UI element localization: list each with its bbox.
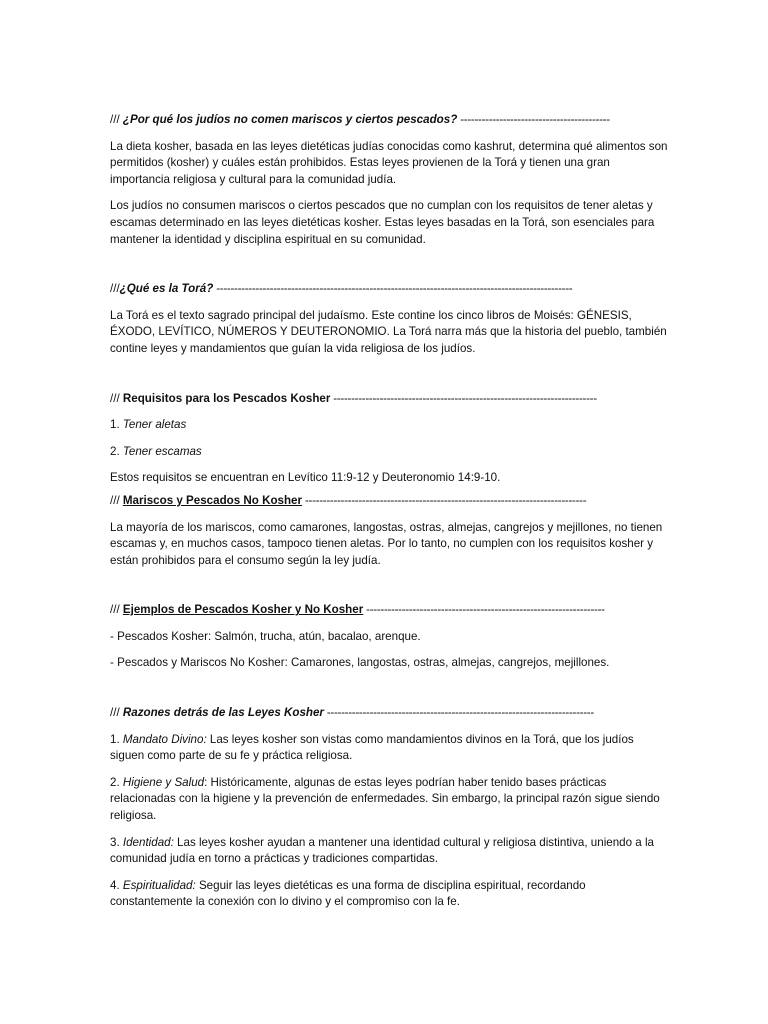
heading-dashes: ---------------------------------------------------------------------------: [323, 706, 594, 720]
paragraph: - Pescados y Mariscos No Kosher: Camarones, langostas, ostras, almejas, cangrejos, mejillones.: [110, 656, 610, 670]
heading-prefix: ///: [110, 391, 123, 405]
list-number: 3.: [110, 835, 123, 849]
heading-dashes: ------------------------------------------: [457, 113, 610, 126]
heading-prefix: ///: [110, 603, 123, 617]
list-item: [110, 417, 668, 434]
paragraph: La mayoría de los mariscos, como camarones, langostas, ostras, almejas, cangrejos y mejillones, no tienen escamas y, en muchos casos, tampoco tienen aletas. Por lo tanto, no cumplen con los requisitos kosher y están prohibidos para el consumo según la ley judía.: [110, 520, 663, 567]
list-term: Mandato Divino:: [122, 732, 207, 746]
heading-title: Mariscos y Pescados No Kosher: [122, 493, 303, 507]
list-number: 2.: [110, 775, 123, 789]
list-term: Tener aletas: [122, 418, 187, 432]
heading-prefix: ///: [110, 706, 123, 720]
heading-dashes: -------------------------------------------------------------------: [363, 603, 605, 617]
heading-title: ¿Qué es la Torá?: [119, 282, 214, 296]
list-item: [110, 775, 668, 825]
heading-title: ¿Por qué los judíos no comen mariscos y ciertos pescados?: [122, 113, 458, 126]
section-heading: [110, 112, 668, 129]
list-term: Higiene y Salud: [122, 775, 205, 789]
section-heading: [110, 281, 668, 298]
list-item: [110, 878, 668, 911]
list-term: Identidad:: [122, 835, 174, 849]
list-term: Espiritualidad:: [122, 878, 196, 892]
heading-prefix: ///: [110, 282, 120, 296]
section-examples: [110, 602, 668, 672]
heading-title: Ejemplos de Pescados Kosher y No Kosher: [122, 603, 364, 617]
list-number: 1.: [110, 418, 123, 432]
paragraph: La Torá es el texto sagrado principal del judaísmo. Este contine los cinco libros de Moisés: GÉNESIS, ÉXODO, LEVÍTICO, NÚMEROS Y DEUTERONOMIO. La Torá narra más que la historia del pueblo, también contine leyes y mandamientos que guían la vida religiosa de los judíos.: [110, 308, 667, 355]
list-number: 2.: [110, 444, 123, 458]
paragraph: - Pescados Kosher: Salmón, trucha, atún, bacalao, arenque.: [110, 629, 421, 643]
heading-title: Razones detrás de las Leyes Kosher: [122, 706, 324, 720]
heading-dashes: ----------------------------------------------------------------------------------------------------: [213, 282, 573, 296]
list-text: : Históricamente, algunas de estas leyes podrían haber tenido bases prácticas relacionadas con la higiene y la prevención de enfermedades. Sin embargo, la principal razón sigue siendo religiosa.: [110, 775, 660, 823]
section-heading: [110, 391, 668, 408]
list-item: [110, 444, 668, 461]
heading-prefix: ///: [110, 493, 123, 507]
list-number: 1.: [110, 732, 123, 746]
list-text: Las leyes kosher ayudan a mantener una identidad cultural y religiosa distintiva, uniendo a la comunidad judía en torno a prácticas y tradiciones compartidas.: [110, 835, 654, 866]
paragraph: La dieta kosher, basada en las leyes dietéticas judías conocidas como kashrut, determina qué alimentos son permitidos (kosher) y cuáles están prohibidos. Estas leyes provienen de la Torá y tienen una gran importancia religiosa y cultural para la comunidad judía.: [110, 139, 668, 186]
section-non-kosher-seafood: [110, 493, 668, 569]
section-reasons: [110, 705, 668, 911]
heading-title: Requisitos para los Pescados Kosher: [122, 391, 331, 405]
list-item: [110, 732, 668, 765]
heading-dashes: --------------------------------------------------------------------------: [330, 391, 597, 405]
list-number: 4.: [110, 878, 123, 892]
heading-prefix: ///: [110, 113, 123, 126]
section-heading: [110, 705, 668, 722]
paragraph: Los judíos no consumen mariscos o ciertos pescados que no cumplan con los requisitos de tener aletas y escamas determinado en las leyes dietéticas kosher. Estas leyes basadas en la Torá, son esenciales para mantener la identidad y disciplina espiritual en su comunidad.: [110, 199, 655, 246]
reference-note: Estos requisitos se encuentran en Levítico 11:9-12 y Deuteronomio 14:9-10.: [110, 471, 501, 485]
heading-dashes: -------------------------------------------------------------------------------: [302, 493, 587, 507]
section-why-no-shellfish: [110, 112, 668, 248]
section-heading: [110, 602, 668, 619]
list-term: Tener escamas: [122, 444, 202, 458]
list-text: Las leyes kosher son vistas como mandamientos divinos en la Torá, que los judíos siguen como parte de su fe y práctica religiosa.: [110, 732, 634, 763]
list-text: Seguir las leyes dietéticas es una forma de disciplina espiritual, recordando constantemente la conexión con lo divino y el compromiso con la fe.: [110, 878, 586, 909]
list-item: [110, 835, 668, 868]
section-heading: [110, 493, 668, 510]
section-what-is-torah: [110, 281, 668, 357]
section-kosher-requirements: [110, 391, 668, 487]
